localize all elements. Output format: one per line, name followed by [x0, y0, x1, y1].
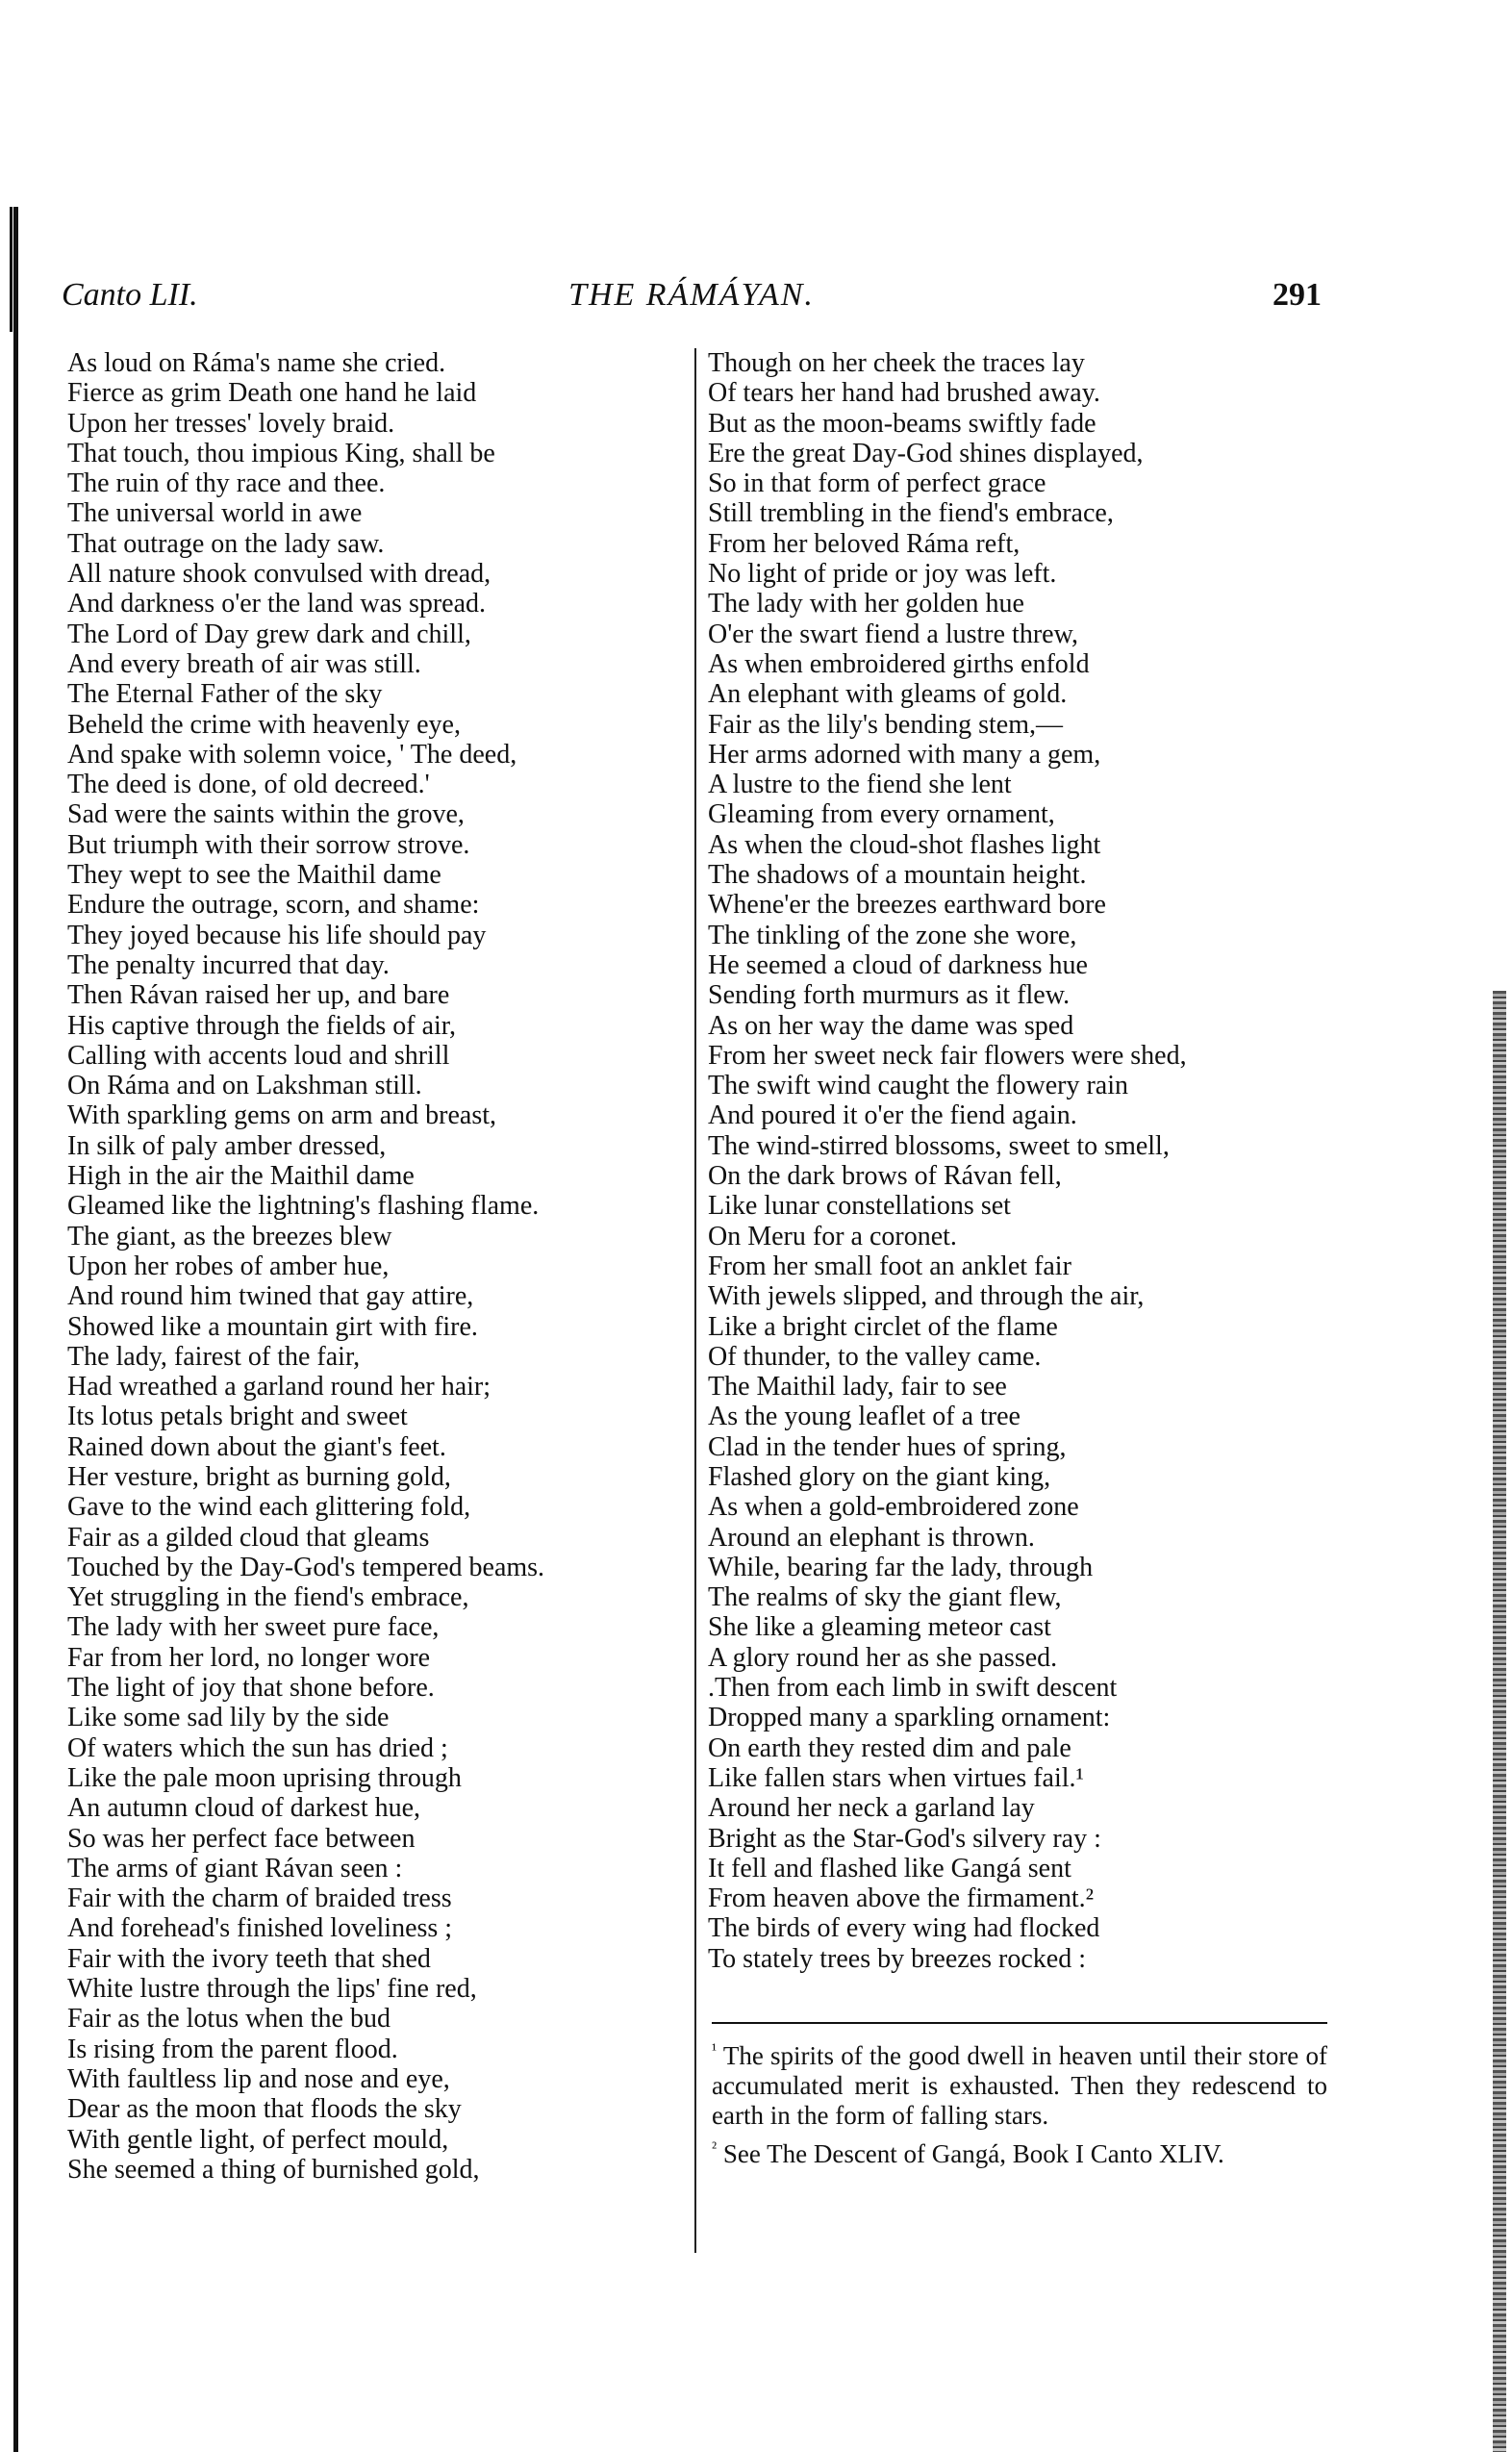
verse-line: She like a gleaming meteor cast — [708, 1612, 1051, 1643]
verse-line: Bright as the Star-God's silvery ray : — [708, 1823, 1101, 1854]
verse-line: Upon her tresses' lovely braid. — [67, 408, 395, 439]
page-edge-left — [13, 207, 18, 2452]
verse-line: In silk of paly amber dressed, — [67, 1130, 387, 1161]
verse-line: Of thunder, to the valley came. — [708, 1341, 1042, 1372]
verse-line: Her vesture, bright as burning gold, — [67, 1461, 451, 1492]
verse-line: No light of pride or joy was left. — [708, 559, 1057, 590]
footnote-marker: ² — [712, 2138, 718, 2157]
footnote-2 — [712, 2133, 1327, 2169]
verse-line: Fair as a gilded cloud that gleams — [67, 1522, 430, 1553]
verse-line: Around her neck a garland lay — [708, 1793, 1035, 1824]
verse-line: Is rising from the parent flood. — [67, 2034, 398, 2064]
verse-line: Fair as the lotus when the bud — [67, 2004, 391, 2035]
verse-line: The Lord of Day grew dark and chill, — [67, 619, 471, 649]
verse-line: The deed is done, of old decreed.' — [67, 770, 430, 800]
footnote-text: See The Descent of Gangá, Book I Canto XLIV. — [717, 2139, 1224, 2168]
footnote-1 — [712, 2035, 1327, 2131]
verse-line: As when embroidered girths enfold — [708, 648, 1090, 679]
verse-line: Sad were the saints within the grove, — [67, 799, 465, 830]
verse-line: An autumn cloud of darkest hue, — [67, 1793, 421, 1824]
verse-line: So was her perfect face between — [67, 1823, 416, 1854]
verse-line: Like lunar constellations set — [708, 1191, 1011, 1222]
verse-line: Like some sad lily by the side — [67, 1703, 390, 1733]
verse-line: They wept to see the Maithil dame — [67, 860, 441, 891]
verse-line: From her small foot an anklet fair — [708, 1251, 1071, 1281]
verse-line: Fierce as grim Death one hand he laid — [67, 378, 477, 409]
verse-line: On the dark brows of Rávan fell, — [708, 1161, 1062, 1192]
page-edge-right — [1493, 991, 1506, 2452]
verse-line: With faultless lip and nose and eye, — [67, 2063, 450, 2094]
left-verse-column — [67, 348, 683, 2185]
verse-line: Around an elephant is thrown. — [708, 1522, 1035, 1553]
verse-line: The universal world in awe — [67, 498, 363, 529]
verse-line: And round him twined that gay attire, — [67, 1281, 474, 1312]
right-verse-column — [708, 348, 1343, 1974]
verse-line: From her sweet neck fair flowers were shed, — [708, 1040, 1187, 1071]
verse-line: That outrage on the lady saw. — [67, 528, 385, 559]
verse-line: Still trembling in the fiend's embrace, — [708, 498, 1114, 529]
footnote-text: The spirits of the good dwell in heaven until their store of accumulated merit is exhausted. Then they redescend to earth in the form of falling stars. — [712, 2041, 1327, 2130]
verse-line: As when the cloud-shot flashes light — [708, 829, 1101, 860]
verse-line: To stately trees by breezes rocked : — [708, 1943, 1086, 1974]
verse-line: Gave to the wind each glittering fold, — [67, 1492, 471, 1523]
verse-line: And darkness o'er the land was spread. — [67, 589, 487, 619]
verse-line: As the young leaflet of a tree — [708, 1402, 1021, 1432]
verse-line: An elephant with gleams of gold. — [708, 679, 1068, 710]
verse-line: Though on her cheek the traces lay — [708, 348, 1085, 378]
page-edge-left-thin — [10, 207, 13, 332]
verse-line: Fair with the charm of braided tress — [67, 1883, 452, 1914]
verse-line: The Maithil lady, fair to see — [708, 1372, 1007, 1403]
verse-line: High in the air the Maithil dame — [67, 1161, 415, 1192]
verse-line: Dropped many a sparkling ornament: — [708, 1703, 1111, 1733]
verse-line: O'er the swart fiend a lustre threw, — [708, 619, 1078, 649]
verse-line: Then Rávan raised her up, and bare — [67, 980, 450, 1011]
verse-line: Gleaming from every ornament, — [708, 799, 1055, 830]
verse-line: Clad in the tender hues of spring, — [708, 1431, 1067, 1462]
canto-label: Canto LII. — [62, 277, 198, 313]
verse-line: The tinkling of the zone she wore, — [708, 920, 1077, 950]
running-head — [62, 277, 1322, 325]
verse-line: Fair with the ivory teeth that shed — [67, 1943, 431, 1974]
verse-line: Fair as the lily's bending stem,— — [708, 709, 1064, 740]
verse-line: Like fallen stars when virtues fail.¹ — [708, 1762, 1084, 1793]
verse-line: The swift wind caught the flowery rain — [708, 1071, 1128, 1101]
verse-line: Beheld the crime with heavenly eye, — [67, 709, 461, 740]
verse-line: The wind-stirred blossoms, sweet to smell, — [708, 1130, 1170, 1161]
verse-line: Like the pale moon uprising through — [67, 1762, 462, 1793]
verse-line: Like a bright circlet of the flame — [708, 1311, 1058, 1342]
verse-line: Showed like a mountain girt with fire. — [67, 1311, 478, 1342]
verse-line: On Meru for a coronet. — [708, 1221, 957, 1251]
verse-line: From heaven above the firmament.² — [708, 1883, 1095, 1914]
verse-line: And spake with solemn voice, ' The deed, — [67, 739, 517, 770]
verse-line: And poured it o'er the fiend again. — [708, 1100, 1077, 1131]
verse-line: The lady, fairest of the fair, — [67, 1341, 361, 1372]
verse-line: The shadows of a mountain height. — [708, 860, 1087, 891]
verse-line: Of waters which the sun has dried ; — [67, 1732, 448, 1763]
verse-line: On Ráma and on Lakshman still. — [67, 1071, 422, 1101]
verse-line: The arms of giant Rávan seen : — [67, 1853, 403, 1883]
verse-line: So in that form of perfect grace — [708, 468, 1046, 499]
verse-line: Endure the outrage, scorn, and shame: — [67, 890, 480, 921]
verse-line: The lady with her golden hue — [708, 589, 1024, 619]
verse-line: That touch, thou impious King, shall be — [67, 438, 495, 468]
verse-line: His captive through the fields of air, — [67, 1010, 456, 1041]
verse-line: As when a gold-embroidered zone — [708, 1492, 1079, 1523]
book-title: THE RÁMÁYAN. — [568, 277, 815, 313]
verse-line: But triumph with their sorrow strove. — [67, 829, 470, 860]
verse-line: They joyed because his life should pay — [67, 920, 487, 950]
verse-line: All nature shook convulsed with dread, — [67, 559, 491, 590]
verse-line: On earth they rested dim and pale — [708, 1732, 1071, 1763]
verse-line: With jewels slipped, and through the air, — [708, 1281, 1145, 1312]
verse-line: Of tears her hand had brushed away. — [708, 378, 1100, 409]
verse-line: The ruin of thy race and thee. — [67, 468, 386, 499]
verse-line: He seemed a cloud of darkness hue — [708, 949, 1088, 980]
verse-line: Calling with accents loud and shrill — [67, 1040, 450, 1071]
verse-line: Dear as the moon that floods the sky — [67, 2094, 462, 2125]
verse-line: Yet struggling in the fiend's embrace, — [67, 1582, 469, 1613]
verse-line: The penalty incurred that day. — [67, 949, 390, 980]
verse-line: Its lotus petals bright and sweet — [67, 1402, 408, 1432]
verse-line: The lady with her sweet pure face, — [67, 1612, 440, 1643]
verse-line: And forehead's finished loveliness ; — [67, 1913, 453, 1944]
verse-line: The Eternal Father of the sky — [67, 679, 383, 710]
verse-line: A lustre to the fiend she lent — [708, 770, 1012, 800]
verse-line: Upon her robes of amber hue, — [67, 1251, 390, 1281]
footnotes — [712, 2035, 1327, 2169]
verse-line: And every breath of air was still. — [67, 648, 421, 679]
verse-line: Whene'er the breezes earthward bore — [708, 890, 1106, 921]
verse-line: Far from her lord, no longer wore — [67, 1642, 431, 1673]
verse-line: The light of joy that shone before. — [67, 1673, 435, 1704]
verse-line: The birds of every wing had flocked — [708, 1913, 1100, 1944]
verse-line: She seemed a thing of burnished gold, — [67, 2154, 480, 2185]
verse-line: Flashed glory on the giant king, — [708, 1461, 1051, 1492]
verse-line: White lustre through the lips' fine red, — [67, 1974, 477, 2005]
verse-line: A glory round her as she passed. — [708, 1642, 1058, 1673]
footnote-rule — [712, 2022, 1327, 2024]
verse-line: The realms of sky the giant flew, — [708, 1582, 1062, 1613]
verse-line: While, bearing far the lady, through — [708, 1552, 1094, 1582]
verse-line: Rained down about the giant's feet. — [67, 1431, 446, 1462]
verse-line: But as the moon-beams swiftly fade — [708, 408, 1096, 439]
verse-line: Ere the great Day-God shines displayed, — [708, 438, 1144, 468]
verse-line: Sending forth murmurs as it flew. — [708, 980, 1071, 1011]
verse-line: .Then from each limb in swift descent — [708, 1673, 1118, 1704]
verse-line: With gentle light, of perfect mould, — [67, 2124, 449, 2155]
footnote-marker: ¹ — [712, 2040, 718, 2059]
verse-line: Gleamed like the lightning's flashing flame. — [67, 1191, 540, 1222]
column-divider — [694, 348, 696, 2253]
verse-line: From her beloved Ráma reft, — [708, 528, 1021, 559]
verse-line: As on her way the dame was sped — [708, 1010, 1074, 1041]
verse-line: The giant, as the breezes blew — [67, 1221, 392, 1251]
verse-line: Touched by the Day-God's tempered beams. — [67, 1552, 545, 1582]
verse-line: Her arms adorned with many a gem, — [708, 739, 1101, 770]
verse-line: As loud on Ráma's name she cried. — [67, 348, 446, 378]
verse-line: With sparkling gems on arm and breast, — [67, 1100, 496, 1131]
verse-line: It fell and flashed like Gangá sent — [708, 1853, 1071, 1883]
page-number: 291 — [1273, 277, 1322, 313]
verse-line: Had wreathed a garland round her hair; — [67, 1372, 491, 1403]
